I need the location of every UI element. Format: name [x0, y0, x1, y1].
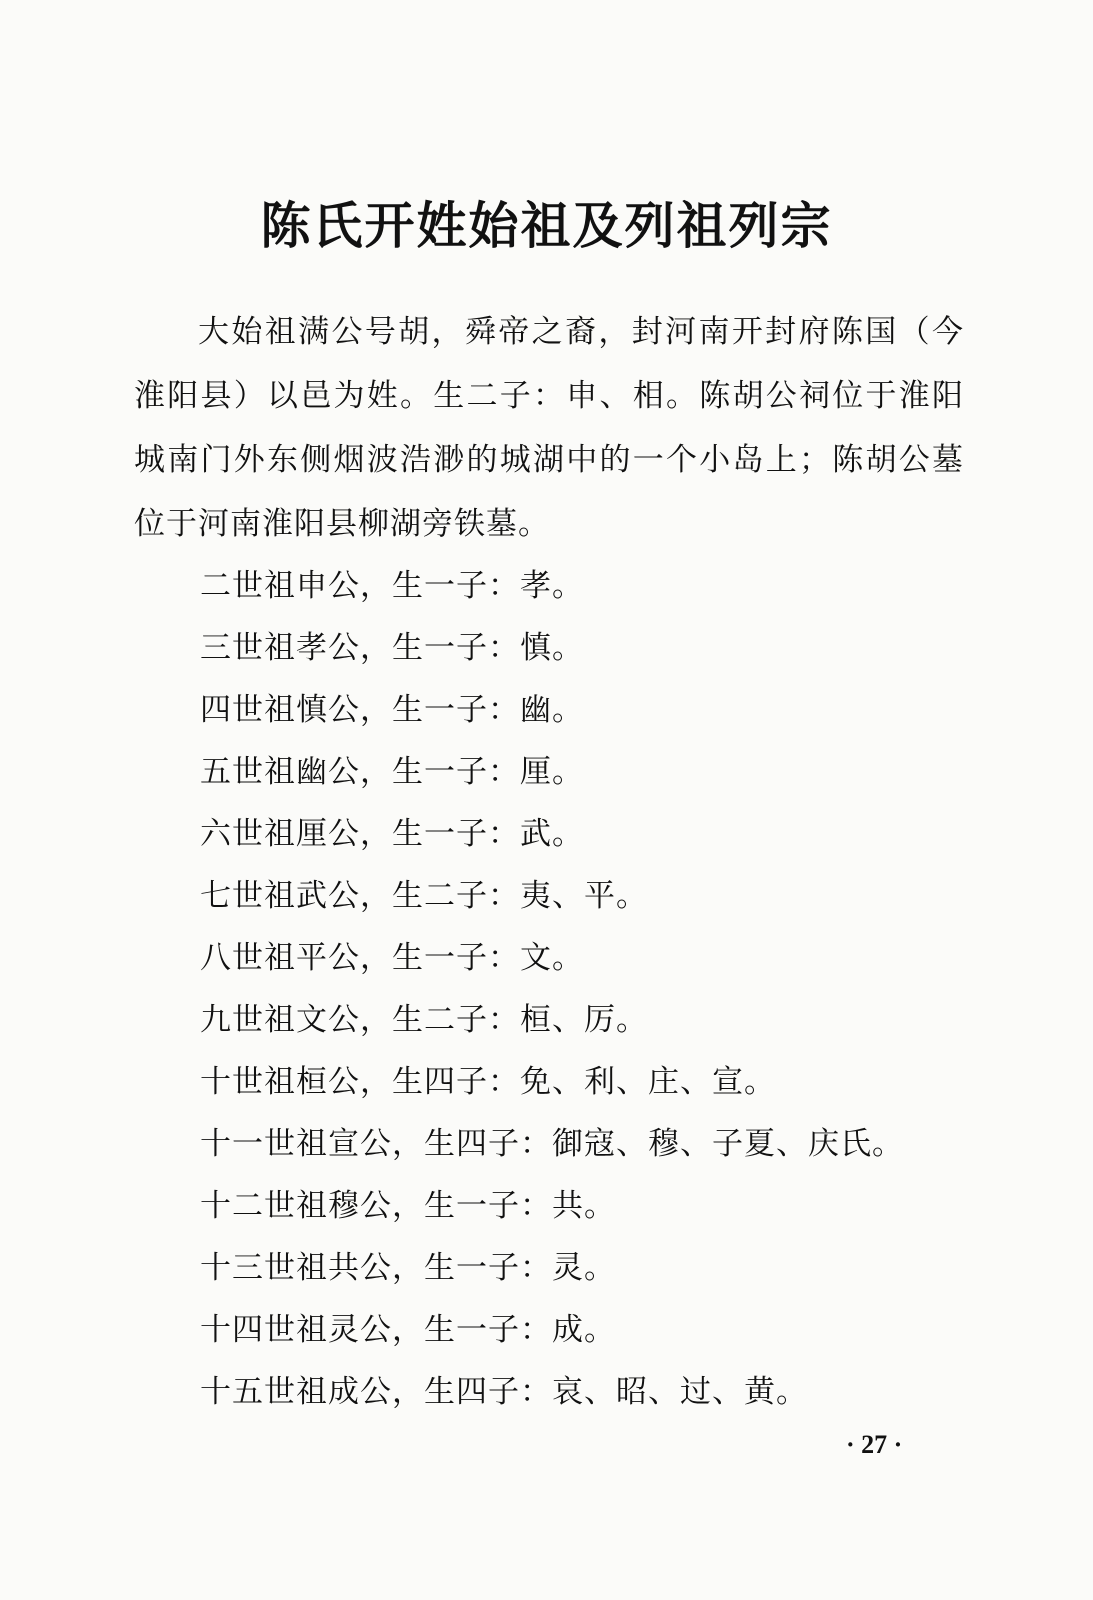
generation-line: 十二世祖穆公，生一子：共。 — [200, 1188, 616, 1224]
generation-line: 七世祖武公，生二子：夷、平。 — [200, 878, 648, 914]
generation-line: 五世祖幽公，生一子：厘。 — [200, 754, 584, 790]
generation-line: 三世祖孝公，生一子：慎。 — [200, 630, 584, 666]
generation-line: 二世祖申公，生一子：孝。 — [200, 568, 584, 604]
page-number: · 27 · — [846, 1430, 903, 1459]
generation-line: 十五世祖成公，生四子：哀、昭、过、黄。 — [200, 1374, 808, 1410]
generation-line: 九世祖文公，生二子：桓、厉。 — [200, 1002, 648, 1038]
page-title: 陈氏开姓始祖及列祖列宗 — [260, 196, 833, 255]
generation-line: 十三世祖共公，生一子：灵。 — [200, 1250, 616, 1286]
generation-line: 十世祖桓公，生四子：免、利、庄、宣。 — [200, 1064, 776, 1100]
generation-list — [200, 555, 904, 1423]
generation-line: 八世祖平公，生一子：文。 — [200, 940, 584, 976]
intro-paragraph: 大始祖满公号胡，舜帝之裔，封河南开封府陈国（今淮阳县）以邑为姓。生二子：申、相。陈胡公祠位于淮阳城南门外东侧烟波浩渺的城湖中的一个小岛上；陈胡公墓位于河南淮阳县柳湖旁铁墓。 — [134, 314, 964, 542]
generation-line: 十一世祖宣公，生四子：御寇、穆、子夏、庆氏。 — [200, 1126, 904, 1162]
generation-line: 六世祖厘公，生一子：武。 — [200, 816, 584, 852]
generation-line: 十四世祖灵公，生一子：成。 — [200, 1312, 616, 1348]
generation-line: 四世祖慎公，生一子：幽。 — [200, 692, 584, 728]
